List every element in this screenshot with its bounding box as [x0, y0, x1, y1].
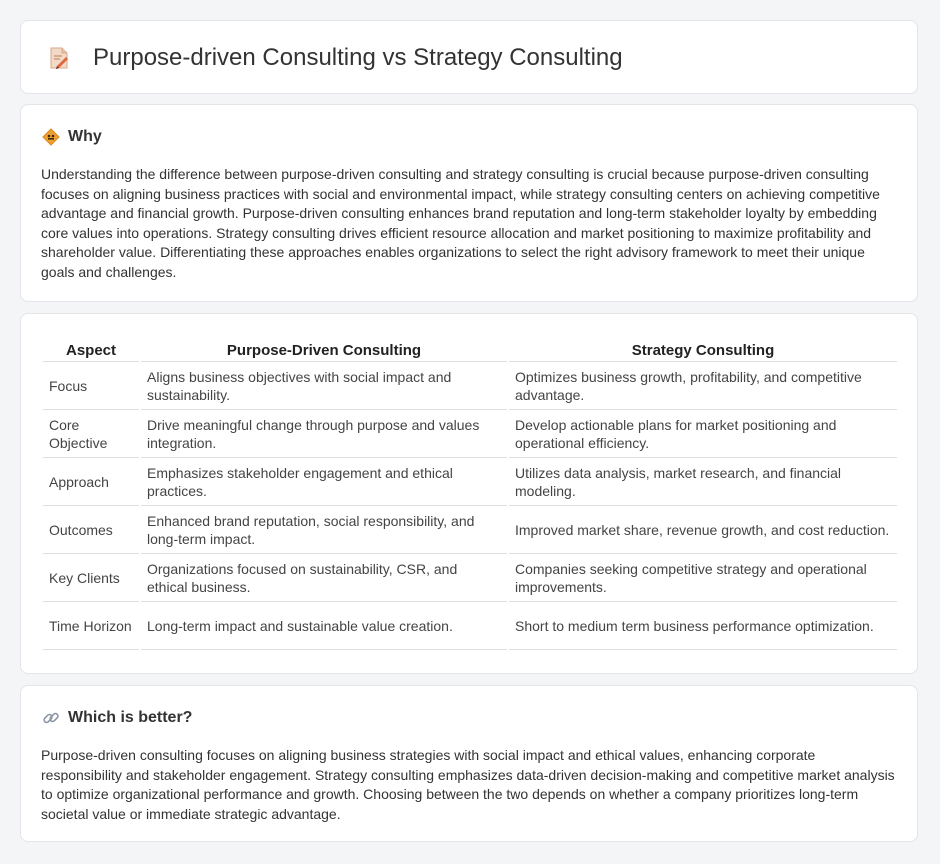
table-header-row — [43, 336, 897, 362]
why-paragraph: Understanding the difference between purpose-driven consulting and strategy consulting is crucial because purpose-driven consulting focuses on aligning business practices with social and environmental impact, while strategy consulting centers on achieving competitive advantage and financial growth. Purpose-driven consulting enhances brand reputation and long-term stakeholder loyalty by embedding core values into operations. Strategy consulting drives efficient resource allocation and market positioning to maximize profitability and shareholder value. Differentiating these approaches enables organizations to select the right advisory framework to meet their unique goals and challenges. — [41, 166, 880, 280]
row-purpose-driven: Long-term impact and sustainable value creation. — [141, 602, 507, 650]
which-is-better-title: Which is better? — [68, 709, 193, 726]
table-row — [43, 362, 897, 410]
header-purpose-driven: Purpose-Driven Consulting — [141, 336, 507, 362]
comparison-table — [41, 336, 899, 650]
row-strategy: Short to medium term business performance optimization. — [509, 602, 897, 650]
row-purpose-driven: Enhanced brand reputation, social responsibility, and long-term impact. — [141, 506, 507, 554]
header-card — [20, 20, 918, 94]
row-purpose-driven: Drive meaningful change through purpose and values integration. — [141, 410, 507, 458]
table-row — [43, 410, 897, 458]
row-strategy: Develop actionable plans for market positioning and operational efficiency. — [509, 410, 897, 458]
row-aspect: Outcomes — [43, 506, 139, 554]
row-purpose-driven: Aligns business objectives with social impact and sustainability. — [141, 362, 507, 410]
row-aspect: Key Clients — [43, 554, 139, 602]
document-pencil-icon — [47, 46, 71, 70]
row-strategy: Optimizes business growth, profitability, and competitive advantage. — [509, 362, 897, 410]
row-aspect: Time Horizon — [43, 602, 139, 650]
which-is-better-paragraph: Purpose-driven consulting focuses on aligning business strategies with social impact and ethical values, enhancing corporate responsibility and stakeholder engagement. Strategy consulting emphasizes data-driven decision-making and competitive market analysis to optimize organizational performance and growth. Choosing between the two depends on whether a company prioritizes long-term societal value or immediate strategic advantage. — [41, 747, 895, 822]
table-row — [43, 506, 897, 554]
row-strategy: Improved market share, revenue growth, and cost reduction. — [509, 506, 897, 554]
table-row — [43, 554, 897, 602]
which-is-better-heading — [42, 708, 192, 728]
row-purpose-driven: Emphasizes stakeholder engagement and ethical practices. — [141, 458, 507, 506]
header-strategy: Strategy Consulting — [509, 336, 897, 362]
page-title: Purpose-driven Consulting vs Strategy Consulting — [93, 44, 623, 71]
row-aspect: Approach — [43, 458, 139, 506]
row-strategy: Companies seeking competitive strategy and operational improvements. — [509, 554, 897, 602]
which-is-better-card — [20, 685, 918, 842]
diamond-sign-icon — [42, 128, 60, 146]
comparison-card — [20, 313, 918, 674]
row-aspect: Core Objective — [43, 410, 139, 458]
why-card — [20, 104, 918, 302]
why-heading — [42, 127, 102, 147]
table-row — [43, 458, 897, 506]
table-row — [43, 602, 897, 650]
row-aspect: Focus — [43, 362, 139, 410]
why-title: Why — [68, 128, 102, 145]
row-strategy: Utilizes data analysis, market research, and financial modeling. — [509, 458, 897, 506]
row-purpose-driven: Organizations focused on sustainability, CSR, and ethical business. — [141, 554, 507, 602]
link-icon — [42, 709, 60, 727]
header-aspect: Aspect — [43, 336, 139, 362]
